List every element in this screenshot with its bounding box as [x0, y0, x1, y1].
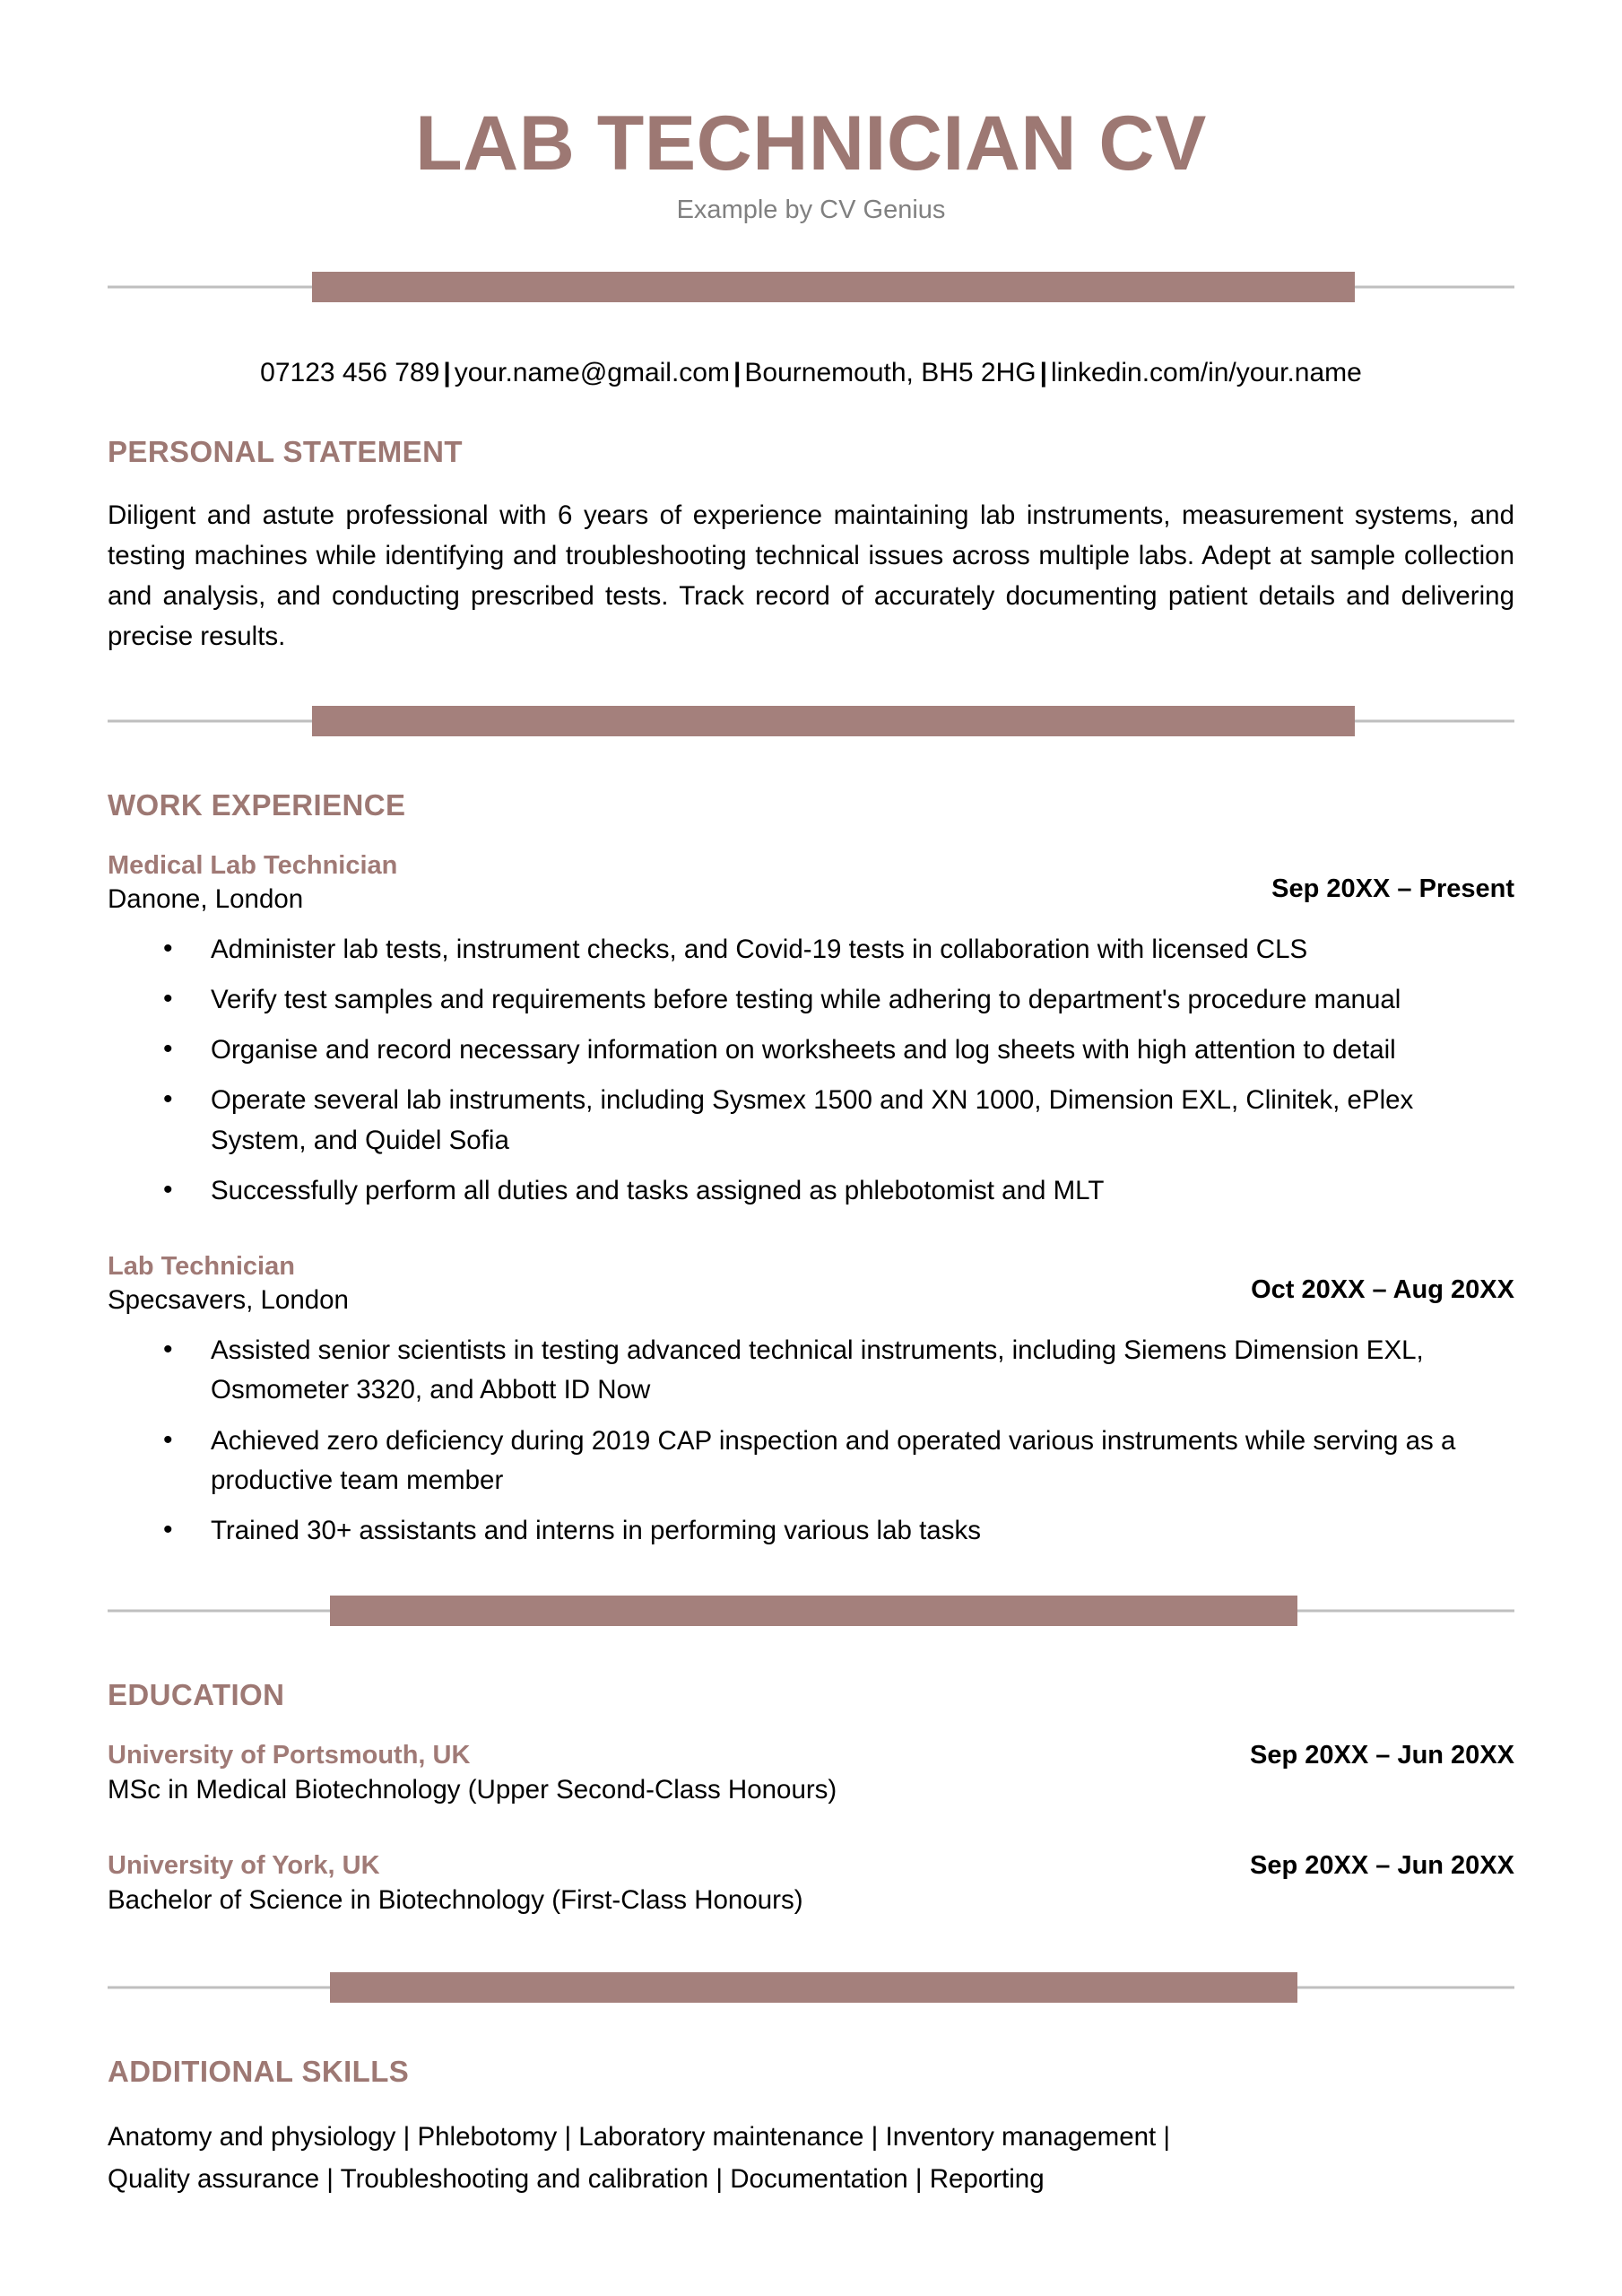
section-divider-work: [108, 700, 1514, 742]
employer: Specsavers, London: [108, 1285, 349, 1316]
education-dates: Sep 20XX – Jun 20XX: [1250, 1851, 1514, 1881]
contact-phone: 07123 456 789: [260, 358, 440, 388]
divider-bar: [312, 272, 1355, 302]
contact-separator: |: [1039, 358, 1047, 388]
job-dates: Oct 20XX – Aug 20XX: [1251, 1275, 1514, 1305]
contact-separator: |: [443, 358, 451, 388]
job-dates: Sep 20XX – Present: [1271, 874, 1514, 903]
school-name: University of Portsmouth, UK: [108, 1741, 471, 1770]
job-bullet: • Operate several lab instruments, including Sysmex 1500 and XN 1000, Dimension EXL, Clinitek, ePlex System, and Quidel Sofia: [108, 1081, 1514, 1161]
education-dates: Sep 20XX – Jun 20XX: [1250, 1741, 1514, 1770]
job-title: Medical Lab Technician: [108, 850, 398, 880]
work-entry: [108, 1250, 1514, 1551]
section-heading-work-experience: WORK EXPERIENCE: [108, 787, 406, 822]
work-entry-header: [108, 849, 1514, 918]
section-divider-skills: [108, 1967, 1514, 2008]
section-personal-statement: [108, 435, 1514, 657]
divider-bar: [312, 706, 1355, 736]
job-bullet: • Achieved zero deficiency during 2019 CAP inspection and operated various instruments while serving as a productive team member: [108, 1422, 1514, 1501]
job-bullet-list: [108, 1331, 1514, 1551]
education-entry-identity: [108, 1849, 1250, 1918]
contact-location: Bournemouth, BH5 2HG: [744, 358, 1037, 388]
section-work-experience: [108, 788, 1514, 1552]
degree-name: MSc in Medical Biotechnology (Upper Second-Class Honours): [108, 1775, 837, 1805]
job-title: Lab Technician: [108, 1252, 295, 1282]
section-additional-skills: [108, 2055, 1514, 2202]
contact-linkedin[interactable]: linkedin.com/in/your.name: [1050, 358, 1362, 388]
section-divider-education: [108, 1590, 1514, 1631]
page-subtitle: Example by CV Genius: [676, 196, 946, 225]
section-divider-header: [108, 266, 1514, 308]
section-education: [108, 1678, 1514, 1918]
education-entry-header: [108, 1849, 1514, 1918]
contact-line: [108, 358, 1514, 388]
divider-bar: [330, 1972, 1297, 2003]
skills-list: [108, 2116, 1514, 2202]
employer: Danone, London: [108, 883, 304, 914]
job-bullet: • Trained 30+ assistants and interns in performing various lab tasks: [108, 1511, 1514, 1551]
section-heading-additional-skills: ADDITIONAL SKILLS: [108, 2054, 410, 2088]
job-bullet: • Organise and record necessary information on worksheets and log sheets with high attention to detail: [108, 1031, 1514, 1070]
school-name: University of York, UK: [108, 1851, 380, 1881]
work-entry: [108, 849, 1514, 1212]
section-heading-education: EDUCATION: [108, 1678, 285, 1712]
job-bullet: • Successfully perform all duties and tasks assigned as phlebotomist and MLT: [108, 1171, 1514, 1211]
skills-line: Anatomy and physiology | Phlebotomy | Laboratory maintenance | Inventory management |: [108, 2121, 1171, 2152]
job-bullet-list: [108, 930, 1514, 1212]
personal-statement-text: Diligent and astute professional with 6 years of experience maintaining lab instruments, measurement systems, and testing machines while identifying and troubleshooting technical issues across multiple labs. Adept at sample collection and analysis, and conducting prescribed tests. Track record of accurately documenting patient details and delivering precise results.: [108, 500, 1514, 651]
job-bullet: • Assisted senior scientists in testing advanced technical instruments, including Siemens Dimension EXL, Osmometer 3320, and Abbott ID Now: [108, 1331, 1514, 1411]
job-bullet: • Administer lab tests, instrument checks, and Covid-19 tests in collaboration with licensed CLS: [108, 930, 1514, 970]
cv-header: [108, 0, 1514, 225]
page-title: LAB TECHNICIAN CV: [415, 100, 1207, 187]
education-entry-header: [108, 1739, 1514, 1808]
work-entry-identity: [108, 849, 1271, 918]
divider-bar: [330, 1596, 1297, 1626]
contact-email[interactable]: your.name@gmail.com: [454, 358, 730, 388]
contact-separator: |: [733, 358, 742, 388]
education-entry: [108, 1849, 1514, 1918]
work-entry-identity: [108, 1250, 1251, 1318]
education-entry: [108, 1739, 1514, 1808]
degree-name: Bachelor of Science in Biotechnology (First-Class Honours): [108, 1884, 803, 1915]
skills-line: Quality assurance | Troubleshooting and calibration | Documentation | Reporting: [108, 2164, 1045, 2195]
job-bullet: • Verify test samples and requirements before testing while adhering to department's procedure manual: [108, 980, 1514, 1020]
education-entry-identity: [108, 1739, 1250, 1808]
section-heading-personal-statement: PERSONAL STATEMENT: [108, 435, 463, 469]
work-entry-header: [108, 1250, 1514, 1318]
